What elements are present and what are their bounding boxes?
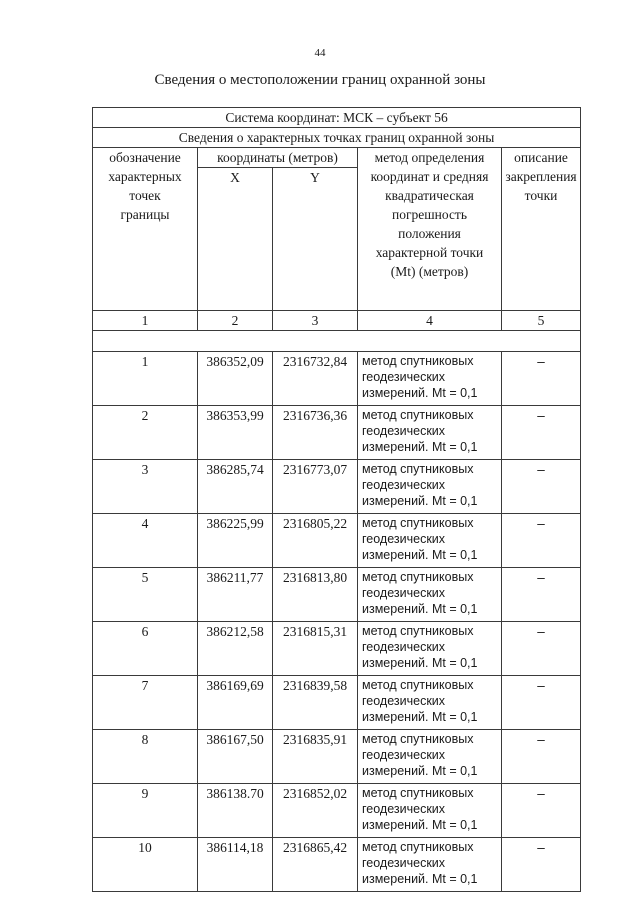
- coordinate-x: 386212,58: [198, 622, 273, 676]
- point-number: 9: [93, 784, 198, 838]
- table-row: [93, 622, 581, 676]
- point-description: –: [502, 406, 581, 460]
- point-description: –: [502, 460, 581, 514]
- page-number: 44: [314, 47, 326, 59]
- coordinate-y: 2316852,02: [273, 784, 358, 838]
- coordinate-y: 2316839,58: [273, 676, 358, 730]
- y-column-header: Y: [310, 170, 320, 185]
- point-description: –: [502, 730, 581, 784]
- method-cell: метод спутниковых геодезических измерений. Mt = 0,1: [358, 460, 502, 514]
- coordinate-y: 2316773,07: [273, 460, 358, 514]
- point-description: –: [502, 784, 581, 838]
- method-cell: метод спутниковых геодезических измерений. Mt = 0,1: [358, 730, 502, 784]
- table-row: [93, 352, 581, 406]
- point-description: –: [502, 622, 581, 676]
- table-row: [93, 460, 581, 514]
- method-cell: метод спутниковых геодезических измерений. Mt = 0,1: [358, 676, 502, 730]
- coordinate-system-header: Система координат: МСК – субъект 56: [93, 108, 581, 128]
- method-cell: метод спутниковых геодезических измерений. Mt = 0,1: [358, 622, 502, 676]
- points-info-header: Сведения о характерных точках границ охранной зоны: [93, 128, 581, 148]
- point-description: –: [502, 514, 581, 568]
- coordinate-y: 2316813,80: [273, 568, 358, 622]
- point-description: –: [502, 676, 581, 730]
- column-number-row: [93, 311, 581, 331]
- point-number: 10: [93, 838, 198, 892]
- method-cell: метод спутниковых геодезических измерений. Mt = 0,1: [358, 568, 502, 622]
- column-number: 5: [502, 311, 581, 331]
- point-number: 8: [93, 730, 198, 784]
- coordinates-title: координаты (метров): [198, 148, 357, 168]
- point-number: 3: [93, 460, 198, 514]
- x-column-header: X: [198, 168, 273, 310]
- coordinate-x: 386352,09: [198, 352, 273, 406]
- point-description: –: [502, 838, 581, 892]
- spacer-cell: [93, 331, 581, 352]
- designation-header: обозначение характерных точек границы: [93, 148, 198, 311]
- coordinate-y: 2316865,42: [273, 838, 358, 892]
- point-description: –: [502, 568, 581, 622]
- point-number: 2: [93, 406, 198, 460]
- coordinate-x: 386167,50: [198, 730, 273, 784]
- description-header: описание закрепления точки: [502, 148, 581, 311]
- boundary-points-table: [92, 107, 581, 892]
- table-row: [93, 784, 581, 838]
- table-row: [93, 568, 581, 622]
- data-rows: [93, 352, 581, 892]
- method-cell: метод спутниковых геодезических измерений. Mt = 0,1: [358, 406, 502, 460]
- column-number: 4: [358, 311, 502, 331]
- method-cell: метод спутниковых геодезических измерений. Mt = 0,1: [358, 514, 502, 568]
- method-cell: метод спутниковых геодезических измерений. Mt = 0,1: [358, 352, 502, 406]
- spacer-row: [93, 331, 581, 352]
- method-cell: метод спутниковых геодезических измерений. Mt = 0,1: [358, 838, 502, 892]
- coordinate-x: 386169,69: [198, 676, 273, 730]
- page-title: Сведения о местоположении границ охранной зоны: [154, 72, 486, 88]
- coordinate-x: 386225,99: [198, 514, 273, 568]
- coordinate-x: 386353,99: [198, 406, 273, 460]
- coordinates-header: [198, 148, 358, 311]
- point-description: –: [502, 352, 581, 406]
- coordinate-x: 386138.70: [198, 784, 273, 838]
- point-number: 1: [93, 352, 198, 406]
- table-row: [93, 838, 581, 892]
- coordinate-y: 2316732,84: [273, 352, 358, 406]
- method-header: метод определения координат и средняя квадратическая погрешность положения характерной точки (Mt) (метров): [358, 148, 502, 311]
- coordinate-y: 2316805,22: [273, 514, 358, 568]
- method-cell: метод спутниковых геодезических измерений. Mt = 0,1: [358, 784, 502, 838]
- table-row: [93, 514, 581, 568]
- coordinate-y: 2316736,36: [273, 406, 358, 460]
- point-number: 6: [93, 622, 198, 676]
- coordinate-x: 386211,77: [198, 568, 273, 622]
- column-number: 2: [198, 311, 273, 331]
- column-number: 1: [93, 311, 198, 331]
- point-number: 4: [93, 514, 198, 568]
- table-row: [93, 730, 581, 784]
- point-number: 7: [93, 676, 198, 730]
- coordinate-y: 2316835,91: [273, 730, 358, 784]
- table-row: [93, 406, 581, 460]
- column-number: 3: [273, 311, 358, 331]
- coordinate-x: 386114,18: [198, 838, 273, 892]
- coordinate-x: 386285,74: [198, 460, 273, 514]
- table-row: [93, 676, 581, 730]
- point-number: 5: [93, 568, 198, 622]
- coordinate-y: 2316815,31: [273, 622, 358, 676]
